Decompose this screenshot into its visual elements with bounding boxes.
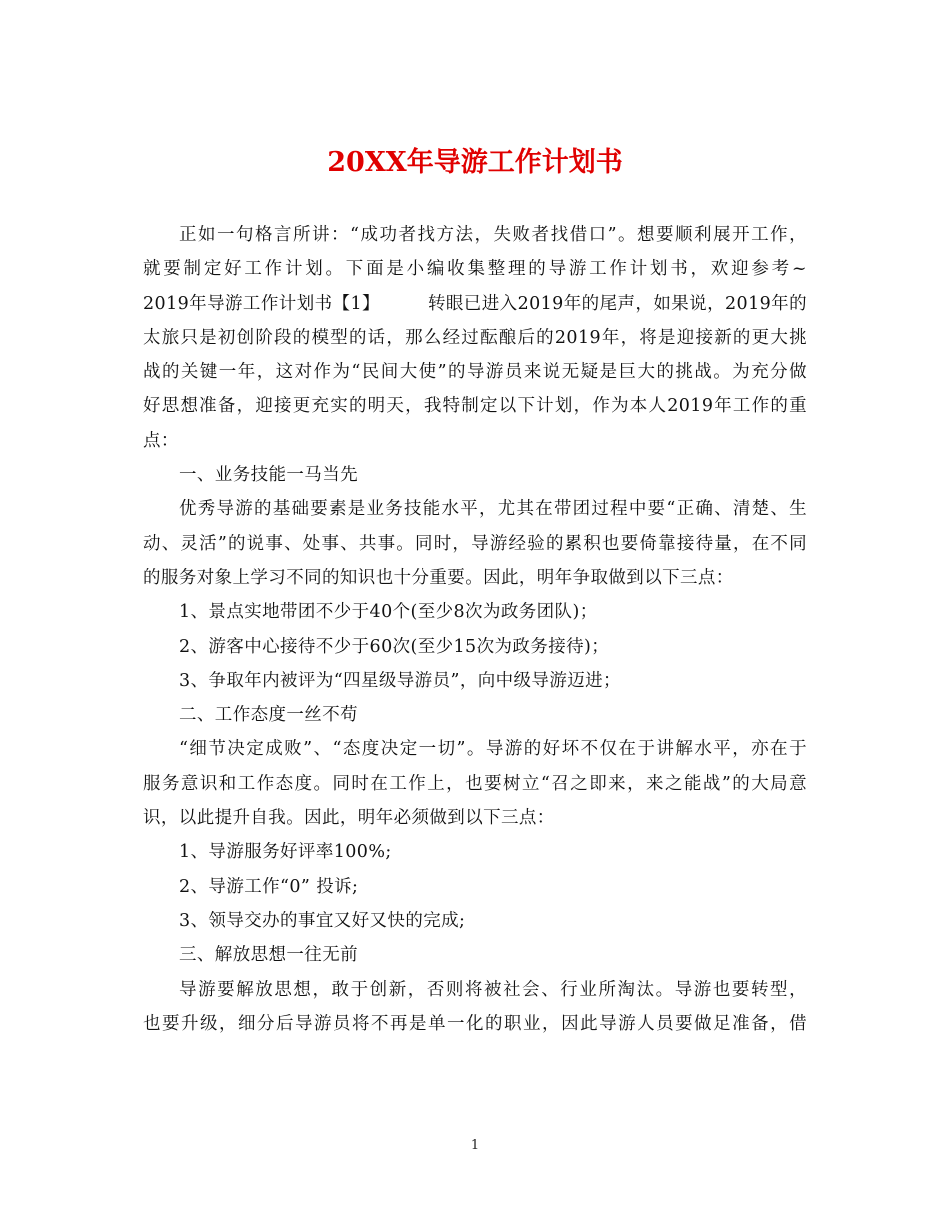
paragraph-line: 服务意识和工作态度。同时在工作上，也要树立“召之即来，来之能战”的大局意 — [143, 773, 807, 794]
section-heading: 三、解放思想一往无前 — [179, 945, 358, 966]
document-title: 20XX年导游工作计划书 — [327, 147, 623, 178]
section-heading: 一、业务技能一马当先 — [179, 465, 358, 486]
list-item: 3、争取年内被评为“四星级导游员”，向中级导游迈进； — [179, 670, 621, 691]
list-item: 1、景点实地带团不少于40个(至少8次为政务团队)； — [179, 602, 598, 623]
paragraph-line: 识，以此提升自我。因此，明年必须做到以下三点： — [143, 808, 555, 829]
paragraph-line: 优秀导游的基础要素是业务技能水平，尤其在带团过程中要“正确、清楚、生 — [179, 499, 807, 520]
paragraph-line: 点： — [143, 430, 179, 451]
list-item: 2、导游工作“0” 投诉; — [179, 876, 359, 897]
paragraph-line: 的服务对象上学习不同的知识也十分重要。因此，明年争取做到以下三点： — [143, 567, 734, 588]
list-item: 2、游客中心接待不少于60次(至少15次为政务接待)； — [179, 636, 610, 657]
list-item: 1、导游服务好评率100%; — [179, 842, 392, 863]
paragraph-text-inline: 转眼已进入2019年的尾声，如果说，2019年的 — [427, 293, 808, 314]
paragraph-line: “细节决定成败”、“态度决定一切”。导游的好坏不仅在于讲解水平，亦在于 — [179, 739, 807, 760]
paragraph-line-heading-combo — [143, 287, 807, 321]
section-heading: 二、工作态度一丝不苟 — [179, 705, 358, 726]
paragraph-line: 好思想准备，迎接更充实的明天，我特制定以下计划，作为本人2019年工作的重 — [143, 396, 807, 417]
paragraph-line: 战的关键一年，这对作为“民间大使”的导游员来说无疑是巨大的挑战。为充分做 — [143, 362, 807, 383]
paragraph-line: 就要制定好工作计划。下面是小编收集整理的导游工作计划书，欢迎参考~ — [143, 259, 807, 280]
section-heading-inline: 2019年导游工作计划书【1】 — [143, 293, 380, 314]
paragraph-line: 太旅只是初创阶段的模型的话，那么经过酝酿后的2019年，将是迎接新的更大挑 — [143, 327, 807, 348]
list-item: 3、领导交办的事宜又好又快的完成; — [179, 910, 466, 931]
document-body — [143, 218, 807, 1041]
paragraph-line: 动、灵活”的说事、处事、共事。同时，导游经验的累积也要倚靠接待量，在不同 — [143, 533, 807, 554]
paragraph-line: 正如一句格言所讲：“成功者找方法，失败者找借口”。想要顺利展开工作， — [179, 225, 807, 245]
paragraph-line: 也要升级，细分后导游员将不再是单一化的职业，因此导游人员要做足准备，借 — [143, 1013, 807, 1034]
page-number: 1 — [470, 1138, 480, 1153]
paragraph-line: 导游要解放思想，敢于创新，否则将被社会、行业所淘汰。导游也要转型， — [179, 979, 807, 1000]
